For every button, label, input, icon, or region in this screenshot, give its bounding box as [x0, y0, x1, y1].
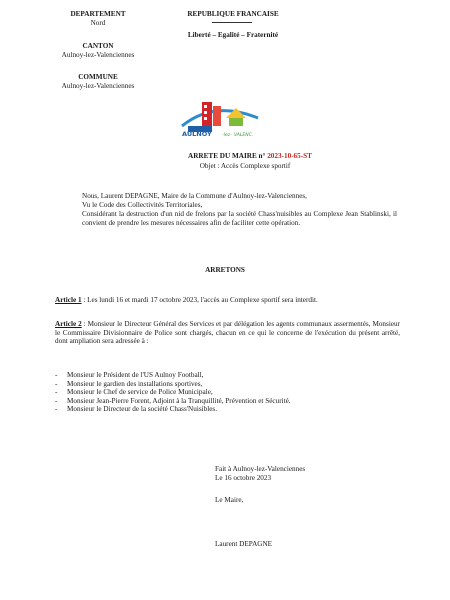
republic-motto: Liberté – Egalité – Fraternité — [187, 31, 279, 39]
recipient-item: - Monsieur le gardien des installations sportives, — [55, 380, 400, 389]
arretons-heading: ARRETONS — [205, 266, 245, 274]
arrete-title — [100, 152, 400, 161]
article-2-label: Article 2 — [55, 320, 82, 328]
arrete-number: 2023-10-65-ST — [267, 152, 312, 160]
departement-label: DEPARTEMENT — [70, 10, 126, 18]
arrete-objet: Objet : Accès Complexe sportif — [199, 162, 291, 170]
article-2-text: : Monsieur le Directeur Général des Services et par délégation les agents communaux assermentés, Monsieur le Commissaire Divisionnaire de Police sont chargés, chacun en ce qui le concerne de l'exécution du présent arrêté, dont ampliation sera adressée à : — [55, 320, 401, 346]
republic-heading: REPUBLIQUE FRANCAISE — [187, 10, 279, 18]
article-1 — [55, 296, 400, 305]
canton-value: Aulnoy-lez-Valenciennes — [61, 51, 135, 59]
recipient-item: - Monsieur Jean-Pierre Forent, Adjoint à la Tranquillité, Prévention et Sécurité. — [55, 397, 400, 406]
article-1-text: : Les lundi 16 et mardi 17 octobre 2023, l'accès au Complexe sportif sera interdit. — [81, 296, 318, 304]
svg-text:AULNOY: AULNOY — [182, 130, 212, 138]
city-logo-graphic — [174, 96, 264, 140]
departement-value: Nord — [90, 19, 106, 27]
signature-date: Le 16 octobre 2023 — [215, 474, 272, 482]
header-rule — [212, 22, 252, 23]
recipient-item: - Monsieur le Directeur de la société Chass'Nuisibles. — [55, 405, 400, 414]
article-2 — [55, 320, 400, 346]
svg-text:VALENC.: VALENC. — [234, 133, 254, 138]
city-logo — [174, 96, 264, 140]
recipient-item: - Monsieur le Chef de service de Police Municipale, — [55, 388, 400, 397]
preamble-considerant: Considérant la destruction d'un nid de frelons par la société Chass'nuisibles au Complexe Jean Stablinski, il convient de prendre les mesures nécessaires afin de faciliter cette opération. — [82, 210, 397, 227]
recipients-list — [55, 371, 400, 414]
preamble-nous: Nous, Laurent DEPAGNE, Maire de la Commune d'Aulnoy-lez-Valenciennes, — [82, 192, 307, 200]
signature-name: Laurent DEPAGNE — [215, 540, 273, 548]
article-1-label: Article 1 — [55, 296, 82, 304]
svg-text:-lez-: -lez- — [222, 133, 232, 138]
commune-value: Aulnoy-lez-Valenciennes — [61, 82, 135, 90]
arrete-prefix: ARRETE DU MAIRE n° — [188, 152, 266, 160]
signature-title: Le Maire, — [215, 496, 244, 504]
commune-label: COMMUNE — [78, 73, 118, 81]
preamble-vu: Vu le Code des Collectivités Territoriales, — [82, 201, 203, 209]
canton-label: CANTON — [82, 42, 114, 50]
recipient-item: - Monsieur le Président de l'US Aulnoy Football, — [55, 371, 400, 380]
signature-place: Fait à Aulnoy-lez-Valenciennes — [215, 465, 306, 473]
